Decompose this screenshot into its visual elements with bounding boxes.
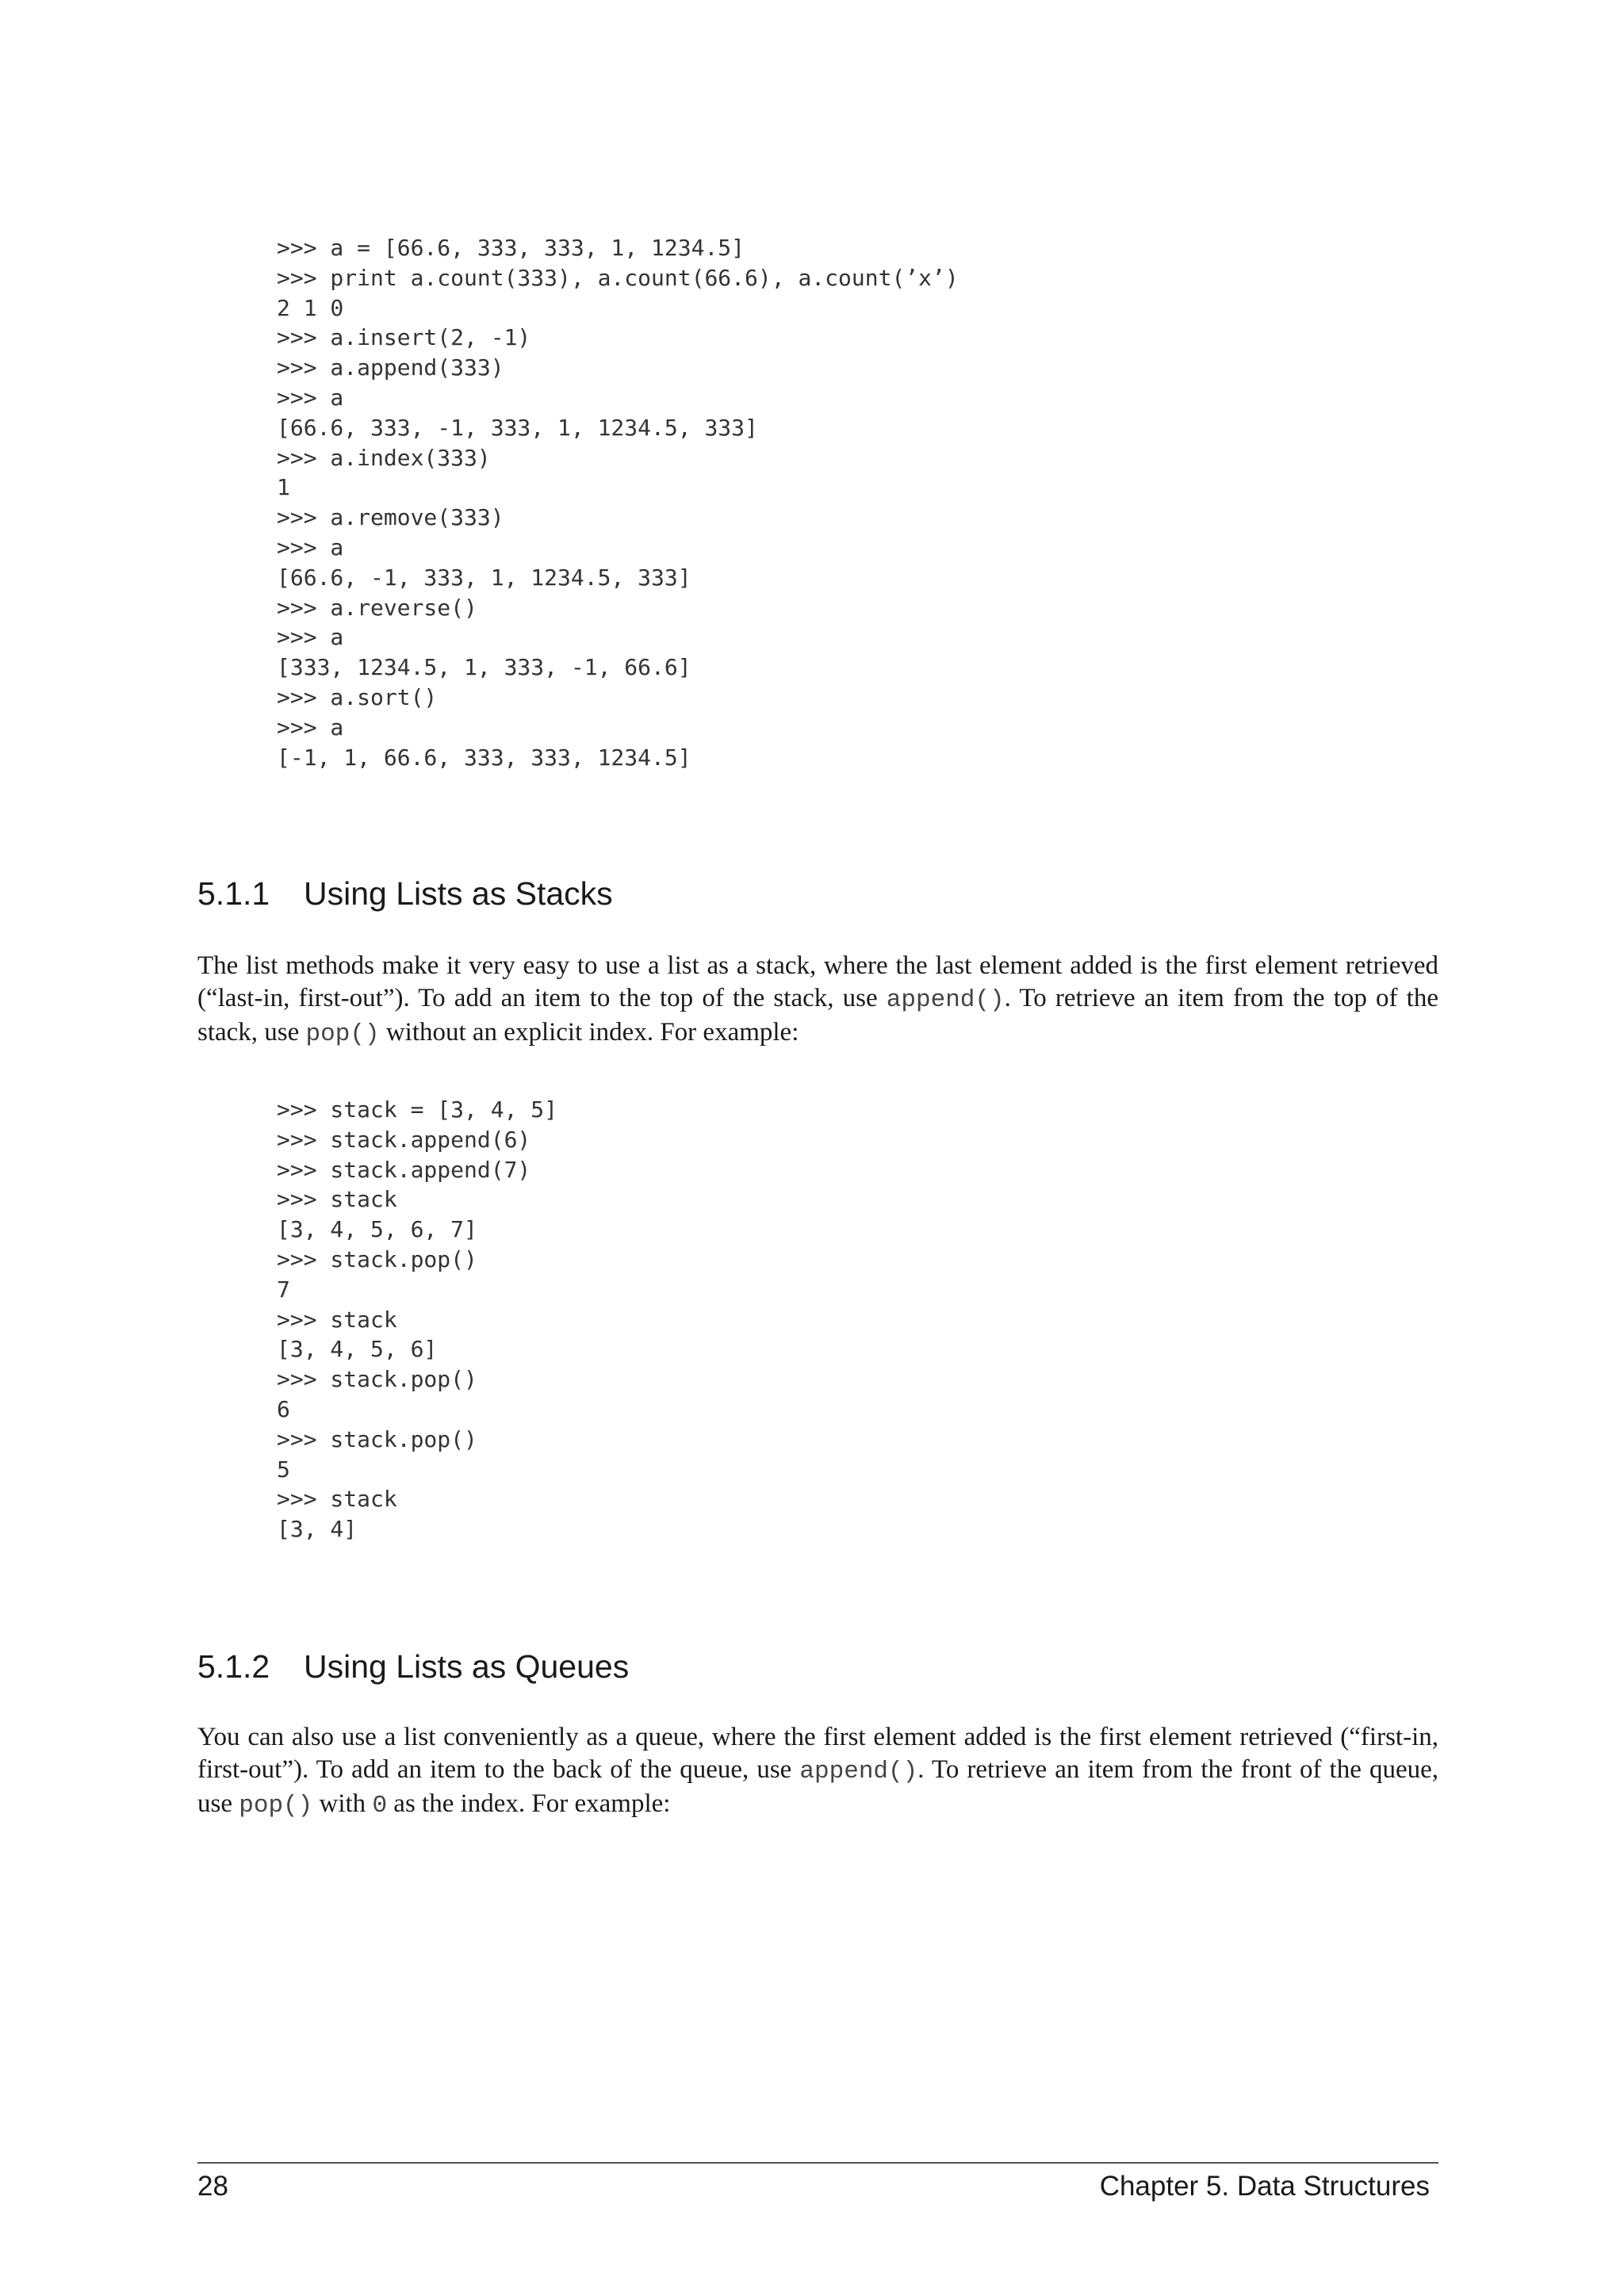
code-line: [3, 4] (277, 1516, 358, 1543)
code-line: 2 1 0 (277, 294, 344, 321)
paragraph-text: You can also use a list conveniently as a queue, where the first element added is the first element retrieved (“first-in, first-out”). To add an item to the back of the queue, use (197, 1723, 1438, 1784)
inline-code: pop() (305, 1020, 380, 1048)
code-line: >>> stack.append(6) (277, 1126, 531, 1153)
chapter-label: Chapter 5. Data Structures (1099, 2171, 1430, 2202)
code-line: >>> a (277, 624, 344, 651)
paragraph-text: . To retrieve an item from the front of the queue, use (197, 1755, 1438, 1818)
code-line: [66.6, 333, -1, 333, 1, 1234.5, 333] (277, 414, 758, 441)
code-block-stack-example (277, 1095, 557, 1544)
code-line: >>> stack.append(7) (277, 1156, 531, 1183)
page-number: 28 (197, 2171, 228, 2202)
code-line: >>> a (277, 534, 344, 561)
section-title: Using Lists as Stacks (304, 875, 613, 912)
code-line: >>> stack (277, 1306, 397, 1333)
code-line: [66.6, -1, 333, 1, 1234.5, 333] (277, 564, 691, 591)
code-line: [333, 1234.5, 1, 333, -1, 66.6] (277, 654, 691, 681)
paragraph-text: as the index. For example: (387, 1789, 671, 1818)
code-line: >>> a.sort() (277, 683, 438, 710)
inline-code: 0 (372, 1792, 388, 1820)
code-line: [3, 4, 5, 6, 7] (277, 1216, 477, 1243)
code-line: >>> a.append(333) (277, 354, 504, 381)
paragraph-text: . To retrieve an item from the top of the stack, use (197, 984, 1438, 1047)
paragraph-stacks (197, 950, 1438, 1050)
section-number: 5.1.2 (197, 1648, 270, 1685)
code-line: >>> stack (277, 1186, 397, 1213)
code-line: >>> stack.pop() (277, 1246, 477, 1272)
code-line: >>> stack = [3, 4, 5] (277, 1096, 558, 1123)
code-line: >>> print a.count(333), a.count(66.6), a.count(’x’) (277, 264, 959, 291)
code-line: 7 (277, 1276, 290, 1303)
code-line: >>> a (277, 384, 344, 411)
section-heading-stacks (197, 874, 613, 913)
code-block-list-methods (277, 233, 959, 772)
code-line: 1 (277, 474, 290, 501)
paragraph-text: without an explicit index. For example: (379, 1018, 799, 1047)
section-title: Using Lists as Queues (304, 1648, 630, 1685)
section-number: 5.1.1 (197, 875, 270, 912)
inline-code: append() (799, 1758, 918, 1785)
code-line: [3, 4, 5, 6] (277, 1336, 438, 1363)
inline-code: pop() (239, 1792, 313, 1820)
paragraph-queues (197, 1721, 1438, 1822)
code-line: >>> a.reverse() (277, 594, 477, 621)
section-heading-queues (197, 1647, 629, 1686)
code-line: 6 (277, 1395, 290, 1422)
code-line: >>> a.remove(333) (277, 504, 504, 531)
code-line: >>> a = [66.6, 333, 333, 1, 1234.5] (277, 235, 745, 261)
code-line: >>> a (277, 714, 344, 740)
inline-code: append() (886, 986, 1005, 1014)
footer-divider (197, 2162, 1438, 2164)
code-line: >>> stack.pop() (277, 1366, 477, 1393)
code-line: >>> stack.pop() (277, 1425, 477, 1452)
paragraph-text: The list methods make it very easy to use a list as a stack, where the last element added is the first element retrieved (“last-in, first-out”). To add an item to the top of the stack, use (197, 951, 1438, 1012)
code-line: [-1, 1, 66.6, 333, 333, 1234.5] (277, 744, 691, 771)
code-line: >>> stack (277, 1486, 397, 1513)
code-line: >>> a.insert(2, -1) (277, 324, 531, 351)
paragraph-text: with (312, 1789, 373, 1818)
code-line: 5 (277, 1456, 290, 1483)
code-line: >>> a.index(333) (277, 444, 491, 471)
